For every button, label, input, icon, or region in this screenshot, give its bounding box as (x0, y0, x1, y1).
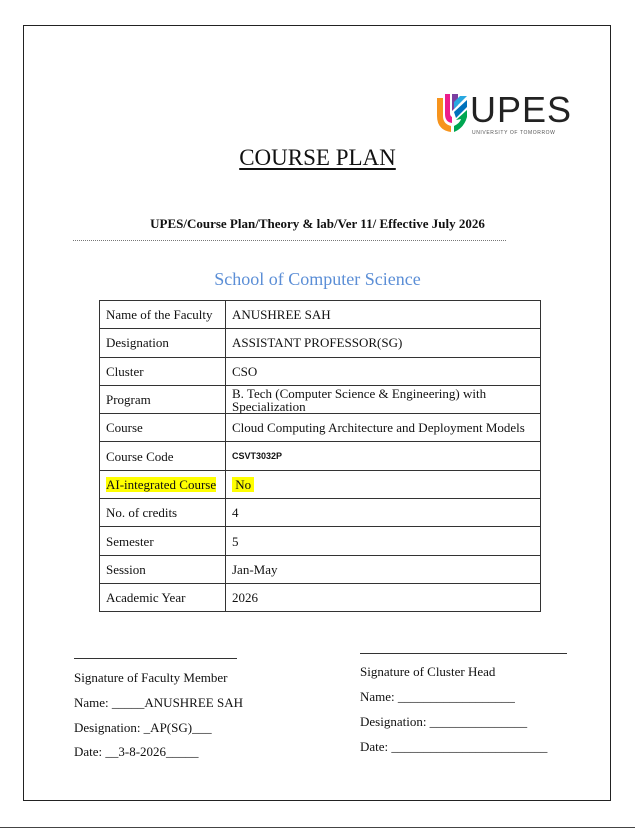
faculty-signature-title: Signature of Faculty Member (74, 670, 228, 685)
faculty-signature-line (74, 658, 237, 659)
cluster-head-designation: Designation: _______________ (360, 714, 528, 729)
table-row (100, 470, 541, 498)
cluster-head-signature-title: Signature of Cluster Head (360, 664, 496, 679)
row-label (100, 470, 226, 498)
upes-logo-mark-icon (434, 92, 470, 136)
row-label: Cluster (100, 357, 226, 385)
highlighted-value: No (232, 477, 254, 492)
school-heading: School of Computer Science (214, 269, 421, 289)
row-value: ASSISTANT PROFESSOR(SG) (226, 329, 541, 357)
row-label: No. of credits (100, 499, 226, 527)
faculty-designation: Designation: _AP(SG)___ (74, 720, 212, 735)
table-row (100, 329, 541, 357)
table-row (100, 385, 541, 413)
cluster-head-signature-line (360, 653, 567, 654)
document-reference: UPES/Course Plan/Theory & lab/Ver 11/ Effective July 2026 (150, 216, 485, 231)
row-value: 5 (226, 527, 541, 555)
logo-wordmark: UPES (470, 89, 573, 130)
table-row (100, 357, 541, 385)
course-details-table (99, 300, 541, 612)
row-value (226, 470, 541, 498)
row-value: Jan-May (226, 555, 541, 583)
row-label: Session (100, 555, 226, 583)
row-value: B. Tech (Computer Science & Engineering) with Specialization (226, 385, 541, 413)
row-label: Designation (100, 329, 226, 357)
reference-divider (73, 240, 506, 241)
table-row (100, 583, 541, 611)
table-row (100, 414, 541, 442)
page-title: COURSE PLAN (239, 145, 396, 170)
table-row (100, 442, 541, 470)
table-row (100, 527, 541, 555)
row-value: 4 (226, 499, 541, 527)
cluster-head-name: Name: __________________ (360, 689, 515, 704)
highlighted-label: AI-integrated Course (106, 476, 217, 492)
course-code-value: CSVT3032P (226, 442, 541, 470)
table-row (100, 499, 541, 527)
row-value: ANUSHREE SAH (226, 301, 541, 329)
row-label: Name of the Faculty (100, 301, 226, 329)
row-value: Cloud Computing Architecture and Deployment Models (226, 414, 541, 442)
row-value: CSO (226, 357, 541, 385)
upes-logo (434, 89, 573, 138)
row-label: Academic Year (100, 583, 226, 611)
cluster-head-date: Date: ________________________ (360, 739, 548, 754)
row-label: Course (100, 414, 226, 442)
row-label: Course Code (100, 442, 226, 470)
faculty-date: Date: __3-8-2026_____ (74, 744, 199, 759)
bottom-rule (0, 827, 635, 828)
row-label: Semester (100, 527, 226, 555)
row-label: Program (100, 385, 226, 413)
row-value: 2026 (226, 583, 541, 611)
table-row (100, 555, 541, 583)
faculty-name: Name: _____ANUSHREE SAH (74, 695, 243, 710)
table-row (100, 301, 541, 329)
logo-tagline: UNIVERSITY OF TOMORROW (472, 130, 556, 136)
